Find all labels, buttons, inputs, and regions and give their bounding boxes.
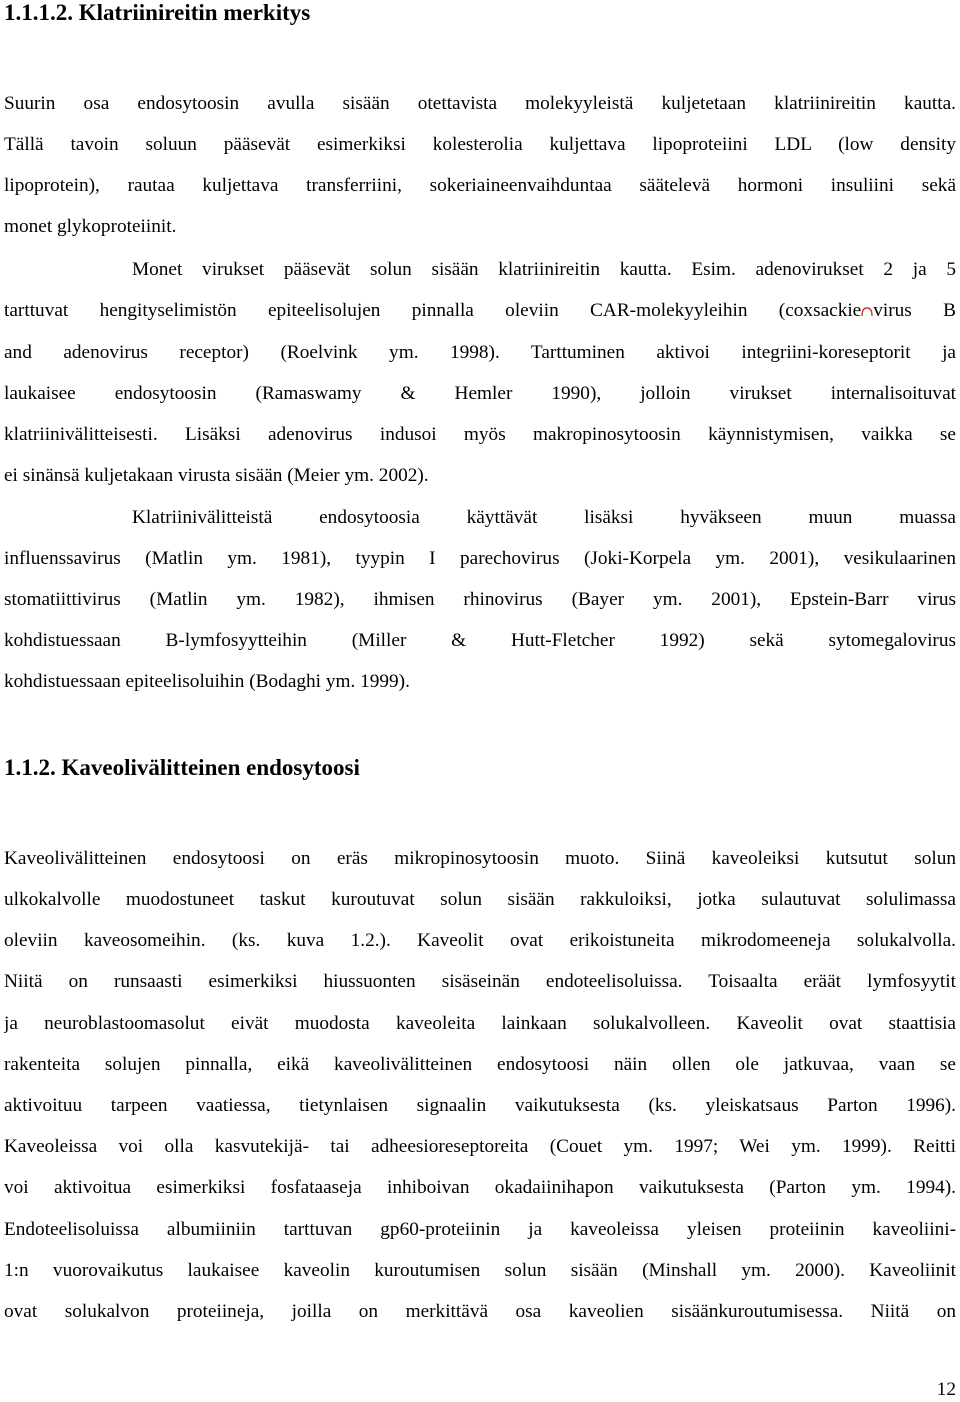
text-segment: virus B <box>873 300 956 321</box>
text-line: Kaveoleissa voi olla kasvutekijä- tai adheesioreseptoreita (Couet ym. 1997; Wei ym. 1999). Reitti <box>4 1136 956 1157</box>
text-line: kohdistuessaan B-lymfosyytteihin (Miller & Hutt-Fletcher 1992) sekä sytomegalovirus <box>4 630 956 651</box>
section-heading-klatriinireitin-merkitys: 1.1.1.2. Klatriinireitin merkitys <box>4 0 311 25</box>
text-line: ulkokalvolle muodostuneet taskut kuroutuvat solun sisään rakkuloiksi, jotka sulautuvat solulimassa <box>4 889 956 910</box>
text-line: lipoprotein), rautaa kuljettava transferriini, sokeriaineenvaihduntaa säätelevä hormoni insuliini sekä <box>4 175 956 196</box>
text-line: Monet virukset pääsevät solun sisään klatriinireitin kautta. Esim. adenovirukset 2 ja 5 <box>132 259 956 280</box>
section-heading-kaveolivalitteinen-endosytoosi: 1.1.2. Kaveolivälitteinen endosytoosi <box>4 755 360 780</box>
text-line: oleviin kaveosomeihin. (ks. kuva 1.2.). Kaveolit ovat erikoistuneita mikrodomeeneja solukalvolla. <box>4 930 956 951</box>
text-line: rakenteita solujen pinnalla, eikä kaveolivälitteinen endosytoosi näin ollen ole jatkuvaa, vaan se <box>4 1054 956 1075</box>
text-line: voi aktivoitua esimerkiksi fosfataaseja inhiboivan okadaiinihapon vaikutuksesta (Parton ym. 1994). <box>4 1177 956 1198</box>
missing-glyph-symbol <box>861 305 873 317</box>
text-line: monet glykoproteiinit. <box>4 216 177 237</box>
text-line: Niitä on runsaasti esimerkiksi hiussuonten sisäseinän endoteelisoluissa. Toisaalta eräät lymfosyytit <box>4 971 956 992</box>
text-line: klatriinivälitteisesti. Lisäksi adenovirus indusoi myös makropinosytoosin käynnistymisen, vaikka se <box>4 424 956 445</box>
text-line: Klatriinivälitteistä endosytoosia käyttävät lisäksi hyväkseen muun muassa <box>132 507 956 528</box>
text-line: kohdistuessaan epiteelisoluihin (Bodaghi ym. 1999). <box>4 671 410 692</box>
text-line: Tällä tavoin soluun pääsevät esimerkiksi kolesterolia kuljettava lipoproteiini LDL (low density <box>4 134 956 155</box>
text-line: stomatiittivirus (Matlin ym. 1982), ihmisen rhinovirus (Bayer ym. 2001), Epstein-Barr virus <box>4 589 956 610</box>
text-line: and adenovirus receptor) (Roelvink ym. 1998). Tarttuminen aktivoi integriini-koreseptorit ja <box>4 342 956 363</box>
text-line: laukaisee endosytoosin (Ramaswamy & Hemler 1990), jolloin virukset internalisoituvat <box>4 383 956 404</box>
text-line: aktivoituu tarpeen vaatiessa, tietynlaisen signaalin vaikutuksesta (ks. yleiskatsaus Parton 1996). <box>4 1095 956 1116</box>
text-line: ovat solukalvon proteiineja, joilla on merkittävä osa kaveolien sisäänkuroutumisessa. Niitä on <box>4 1301 956 1322</box>
text-line: ei sinänsä kuljetakaan virusta sisään (Meier ym. 2002). <box>4 465 429 486</box>
text-line: Kaveolivälitteinen endosytoosi on eräs mikropinosytoosin muoto. Siinä kaveoleiksi kutsutut solun <box>4 848 956 869</box>
text-line: 1:n vuorovaikutus laukaisee kaveolin kuroutumisen solun sisään (Minshall ym. 2000). Kaveoliinit <box>4 1260 956 1281</box>
text-line-with-symbol <box>4 299 956 323</box>
text-line: Endoteelisoluissa albumiiniin tarttuvan gp60-proteiinin ja kaveoleissa yleisen proteiinin kaveoliini- <box>4 1219 956 1240</box>
text-line: ja neuroblastoomasolut eivät muodosta kaveoleita lainkaan solukalvolleen. Kaveolit ovat staattisia <box>4 1013 956 1034</box>
text-line: influenssavirus (Matlin ym. 1981), tyypin I parechovirus (Joki-Korpela ym. 2001), vesikulaarinen <box>4 548 956 569</box>
text-segment: tarttuvat hengityselimistön epiteelisolujen pinnalla oleviin CAR-molekyyleihin (coxsackie <box>4 300 862 321</box>
text-line: Suurin osa endosytoosin avulla sisään otettavista molekyyleistä kuljetetaan klatriinireitin kautta. <box>4 93 956 114</box>
page-number: 12 <box>936 1379 956 1400</box>
